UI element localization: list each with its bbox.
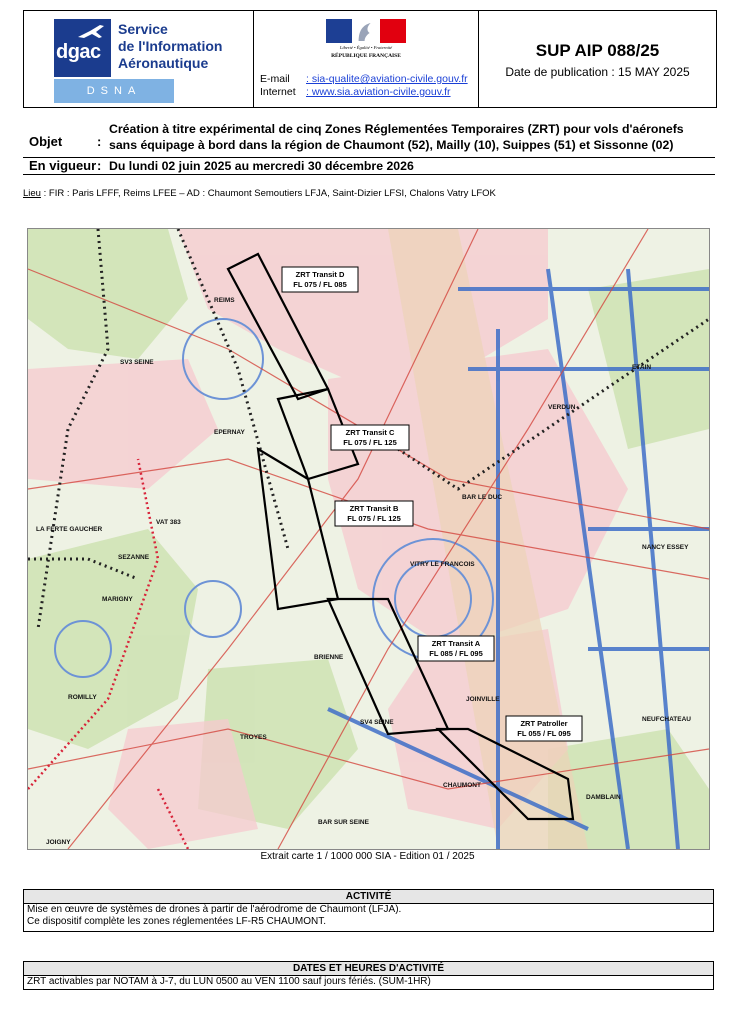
- place-label: TROYES: [240, 734, 267, 741]
- place-label: BAR LE DUC: [462, 494, 503, 501]
- publication-date: Date de publication : 15 MAY 2025: [505, 65, 690, 79]
- map-canvas: [28, 229, 709, 849]
- email-link[interactable]: : sia-qualite@aviation-civile.gouv.fr: [306, 73, 468, 85]
- place-label: CHAUMONT: [443, 782, 481, 789]
- svg-text:FL 075 / FL 125: FL 075 / FL 125: [343, 438, 397, 447]
- validity-text: Du lundi 02 juin 2025 au mercredi 30 décembre 2026: [109, 159, 414, 173]
- activity-line: Ce dispositif complète les zones réglementées LF-R5 CHAUMONT.: [27, 916, 326, 927]
- place-label: EPERNAY: [214, 429, 245, 436]
- dgac-logo: [54, 19, 229, 103]
- internet-label: Internet: [260, 86, 296, 98]
- place-label: SV4 SEINE: [360, 719, 394, 726]
- place-label: MARIGNY: [102, 596, 133, 603]
- document-header: [23, 10, 717, 108]
- place-label: JOINVILLE: [466, 696, 500, 703]
- svg-text:ZRT Transit C: ZRT Transit C: [345, 428, 395, 437]
- place-label: NEUFCHATEAU: [642, 716, 691, 723]
- place-label: DAMBLAIN: [586, 794, 621, 801]
- republique-francaise-logo: [326, 19, 406, 65]
- place-label: SEZANNE: [118, 554, 150, 561]
- subject-label: Objet: [29, 134, 63, 149]
- place-label: ETAIN: [632, 364, 652, 371]
- svg-text:FL 075 / FL 085: FL 075 / FL 085: [293, 280, 347, 289]
- website-link[interactable]: : www.sia.aviation-civile.gouv.fr: [306, 86, 451, 98]
- dsna-banner: DSNA: [54, 79, 174, 103]
- location-label: Lieu: [23, 188, 41, 199]
- zrt-transit-c-label: [331, 425, 409, 450]
- zrt-transit-b-label: [335, 501, 413, 526]
- contact-cell: [254, 11, 479, 107]
- validity-colon: :: [97, 158, 102, 173]
- validity-block: [23, 157, 715, 175]
- svg-text:FL 075 / FL 125: FL 075 / FL 125: [347, 514, 401, 523]
- place-label: VERDUN: [548, 404, 576, 411]
- dgac-word: dgac: [56, 41, 101, 63]
- place-label: BRIENNE: [314, 654, 344, 661]
- dates-title: DATES ET HEURES D'ACTIVITÉ: [24, 962, 713, 976]
- place-label: REIMS: [214, 297, 235, 304]
- zrt-transit-a-label: [418, 636, 494, 661]
- email-label: E-mail: [260, 73, 290, 85]
- plane-icon: [76, 23, 106, 41]
- activity-dates-table: [23, 961, 714, 990]
- dgac-logo-cell: [24, 11, 254, 107]
- activity-title: ACTIVITÉ: [24, 890, 713, 904]
- validity-label: En vigueur: [29, 158, 97, 173]
- subject-block: [23, 122, 715, 158]
- place-label: LA FERTE GAUCHER: [36, 526, 103, 533]
- publication-cell: [479, 11, 716, 107]
- sup-aip-number: SUP AIP 088/25: [535, 41, 660, 60]
- svg-text:FL 085 / FL 095: FL 085 / FL 095: [429, 649, 483, 658]
- dgac-logo-block: [54, 19, 111, 77]
- sia-name: Service de l'Information Aéronautique: [118, 21, 223, 71]
- place-label: BAR SUR SEINE: [318, 819, 369, 826]
- activity-table: [23, 889, 714, 932]
- dates-line: ZRT activables par NOTAM à J-7, du LUN 0500 au VEN 1100 sauf jours fériés. (SUM-1HR): [27, 976, 431, 987]
- contact-info: [260, 73, 468, 99]
- svg-text:ZRT Transit B: ZRT Transit B: [349, 504, 399, 513]
- place-label: VITRY LE FRANCOIS: [410, 561, 475, 568]
- republic-name: RÉPUBLIQUE FRANÇAISE: [331, 53, 401, 59]
- svg-text:FL 055 / FL 095: FL 055 / FL 095: [517, 729, 571, 738]
- place-label: ROMILLY: [68, 694, 97, 701]
- aeronautical-map: [27, 228, 710, 850]
- map-caption: Extrait carte 1 / 1000 000 SIA - Edition 01 / 2025: [260, 851, 475, 862]
- zrt-transit-d-label: [282, 267, 358, 292]
- place-label: VAT 383: [156, 519, 181, 526]
- subject-text: Création à titre expérimental de cinq Zones Réglementées Temporaires (ZRT) pour vols d'aéronefs sans équipage à bord dans la région de Chaumont (52), Mailly (10), Suippes (51) et Sissonne (02): [109, 122, 684, 152]
- svg-text:ZRT Transit A: ZRT Transit A: [431, 639, 481, 648]
- subject-colon: :: [97, 134, 102, 149]
- activity-line: Mise en œuvre de systèmes de drones à partir de l'aérodrome de Chaumont (LFJA).: [27, 904, 402, 915]
- place-label: NANCY ESSEY: [642, 544, 689, 551]
- svg-text:ZRT Transit D: ZRT Transit D: [295, 270, 345, 279]
- location-text: : FIR : Paris LFFF, Reims LFEE – AD : Chaumont Semoutiers LFJA, Saint-Dizier LFSI, Chalons Vatry LFOK: [40, 188, 496, 199]
- zrt-patroller-label: [506, 716, 582, 741]
- place-label: SV3 SEINE: [120, 359, 154, 366]
- place-label: JOIGNY: [46, 839, 71, 846]
- republic-motto: Liberté • Égalité • Fraternité: [339, 45, 393, 50]
- flag-icon: [326, 19, 406, 43]
- location-line: [23, 188, 496, 199]
- svg-text:ZRT Patroller: ZRT Patroller: [520, 719, 568, 728]
